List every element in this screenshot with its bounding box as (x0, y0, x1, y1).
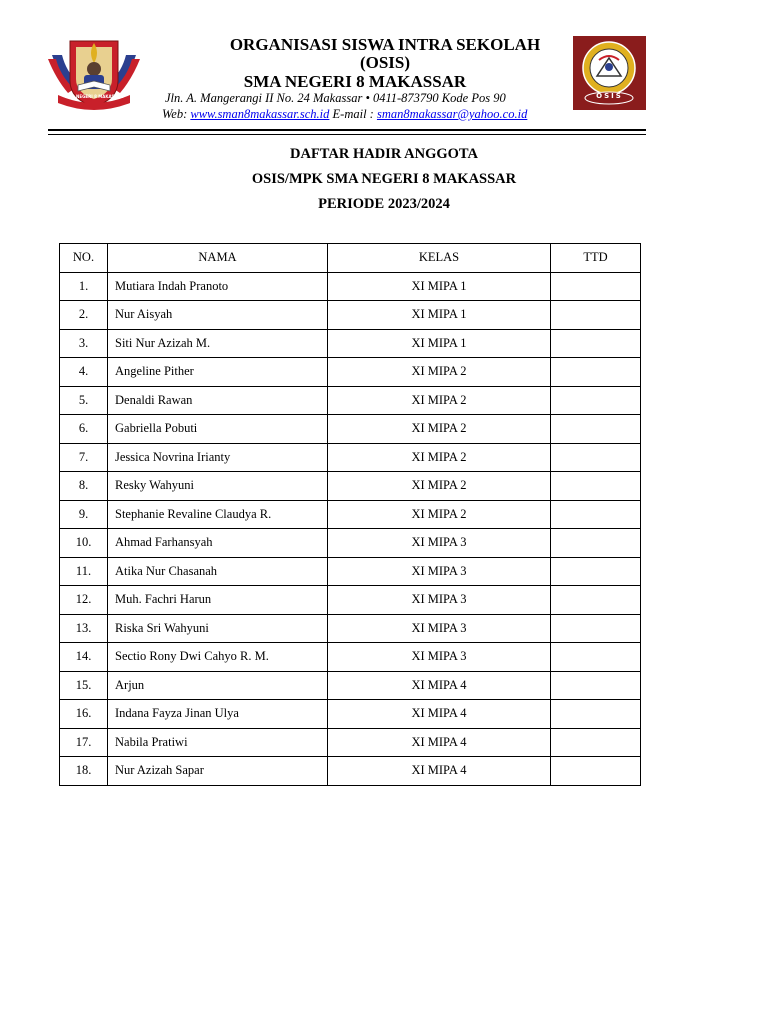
cell-ttd-signature[interactable] (551, 700, 641, 729)
cell-ttd-signature[interactable] (551, 301, 641, 330)
column-header-ttd: TTD (551, 244, 641, 273)
cell-kelas: XI MIPA 2 (328, 472, 551, 501)
cell-kelas: XI MIPA 3 (328, 557, 551, 586)
cell-no: 12. (60, 586, 108, 615)
contact-line (162, 107, 527, 122)
cell-kelas: XI MIPA 2 (328, 500, 551, 529)
table-row (60, 529, 641, 558)
cell-no: 2. (60, 301, 108, 330)
cell-no: 10. (60, 529, 108, 558)
cell-kelas: XI MIPA 3 (328, 586, 551, 615)
cell-kelas: XI MIPA 2 (328, 358, 551, 387)
logo-ribbon-text: SMA NEGERI 8 MAKASSAR (64, 94, 124, 99)
table-row (60, 301, 641, 330)
cell-ttd-signature[interactable] (551, 614, 641, 643)
cell-ttd-signature[interactable] (551, 358, 641, 387)
cell-no: 7. (60, 443, 108, 472)
table-row (60, 358, 641, 387)
table-row (60, 443, 641, 472)
cell-nama: Resky Wahyuni (108, 472, 328, 501)
document-subtitle: OSIS/MPK SMA NEGERI 8 MAKASSAR (251, 171, 517, 187)
website-link[interactable]: www.sman8makassar.sch.id (190, 107, 330, 121)
table-row (60, 757, 641, 786)
cell-nama: Mutiara Indah Pranoto (108, 272, 328, 301)
cell-ttd-signature[interactable] (551, 643, 641, 672)
table-row (60, 500, 641, 529)
column-header-kelas: KELAS (328, 244, 551, 273)
cell-nama: Sectio Rony Dwi Cahyo R. M. (108, 643, 328, 672)
cell-ttd-signature[interactable] (551, 472, 641, 501)
cell-ttd-signature[interactable] (551, 272, 641, 301)
cell-nama: Stephanie Revaline Claudya R. (108, 500, 328, 529)
cell-nama: Angeline Pither (108, 358, 328, 387)
cell-nama: Indana Fayza Jinan Ulya (108, 700, 328, 729)
cell-no: 1. (60, 272, 108, 301)
table-row (60, 272, 641, 301)
cell-kelas: XI MIPA 1 (328, 329, 551, 358)
column-header-nama: NAMA (108, 244, 328, 273)
cell-nama: Gabriella Pobuti (108, 415, 328, 444)
attendance-table (59, 243, 641, 786)
cell-no: 5. (60, 386, 108, 415)
column-header-no: NO. (60, 244, 108, 273)
cell-kelas: XI MIPA 4 (328, 757, 551, 786)
table-row (60, 586, 641, 615)
cell-ttd-signature[interactable] (551, 728, 641, 757)
cell-ttd-signature[interactable] (551, 671, 641, 700)
table-row (60, 671, 641, 700)
email-link[interactable]: sman8makassar@yahoo.co.id (376, 107, 528, 121)
cell-kelas: XI MIPA 3 (328, 614, 551, 643)
cell-kelas: XI MIPA 3 (328, 529, 551, 558)
cell-no: 11. (60, 557, 108, 586)
table-row (60, 614, 641, 643)
cell-ttd-signature[interactable] (551, 329, 641, 358)
table-row (60, 472, 641, 501)
cell-nama: Arjun (108, 671, 328, 700)
cell-no: 13. (60, 614, 108, 643)
org-abbrev-line: (OSIS) (359, 53, 411, 72)
table-row (60, 415, 641, 444)
cell-ttd-signature[interactable] (551, 757, 641, 786)
address-line: Jln. A. Mangerangi II No. 24 Makassar • 0411-873790 Kode Pos 90 (165, 91, 506, 105)
cell-no: 17. (60, 728, 108, 757)
table-row (60, 700, 641, 729)
cell-kelas: XI MIPA 3 (328, 643, 551, 672)
table-row (60, 643, 641, 672)
cell-kelas: XI MIPA 4 (328, 671, 551, 700)
table-body (60, 272, 641, 785)
cell-no: 18. (60, 757, 108, 786)
cell-no: 3. (60, 329, 108, 358)
table-row (60, 728, 641, 757)
cell-kelas: XI MIPA 4 (328, 700, 551, 729)
cell-ttd-signature[interactable] (551, 386, 641, 415)
osis-ribbon-text: OSIS (596, 92, 623, 100)
org-name-line: ORGANISASI SISWA INTRA SEKOLAH (229, 35, 541, 54)
cell-kelas: XI MIPA 2 (328, 386, 551, 415)
cell-no: 9. (60, 500, 108, 529)
cell-ttd-signature[interactable] (551, 557, 641, 586)
table-row (60, 386, 641, 415)
cell-ttd-signature[interactable] (551, 586, 641, 615)
table-row (60, 329, 641, 358)
document-title: DAFTAR HADIR ANGGOTA (290, 146, 478, 162)
cell-nama: Siti Nur Azizah M. (108, 329, 328, 358)
cell-no: 8. (60, 472, 108, 501)
cell-nama: Atika Nur Chasanah (108, 557, 328, 586)
cell-no: 14. (60, 643, 108, 672)
cell-nama: Nur Azizah Sapar (108, 757, 328, 786)
cell-kelas: XI MIPA 2 (328, 415, 551, 444)
letterhead-divider-thick (48, 129, 646, 131)
cell-ttd-signature[interactable] (551, 500, 641, 529)
school-name-line: SMA NEGERI 8 MAKASSAR (243, 72, 467, 91)
cell-no: 16. (60, 700, 108, 729)
cell-nama: Jessica Novrina Irianty (108, 443, 328, 472)
cell-kelas: XI MIPA 1 (328, 272, 551, 301)
cell-ttd-signature[interactable] (551, 443, 641, 472)
document-period: PERIODE 2023/2024 (318, 196, 450, 212)
cell-nama: Riska Sri Wahyuni (108, 614, 328, 643)
cell-kelas: XI MIPA 4 (328, 728, 551, 757)
letterhead-divider-thin (48, 134, 646, 135)
cell-no: 15. (60, 671, 108, 700)
cell-ttd-signature[interactable] (551, 415, 641, 444)
cell-nama: Denaldi Rawan (108, 386, 328, 415)
cell-no: 4. (60, 358, 108, 387)
table-header-row (60, 244, 641, 273)
cell-nama: Ahmad Farhansyah (108, 529, 328, 558)
cell-nama: Nabila Pratiwi (108, 728, 328, 757)
email-label: E-mail : (329, 107, 377, 121)
table-row (60, 557, 641, 586)
cell-kelas: XI MIPA 2 (328, 443, 551, 472)
cell-kelas: XI MIPA 1 (328, 301, 551, 330)
cell-no: 6. (60, 415, 108, 444)
web-label: Web: (162, 107, 191, 121)
cell-ttd-signature[interactable] (551, 529, 641, 558)
cell-nama: Nur Aisyah (108, 301, 328, 330)
cell-nama: Muh. Fachri Harun (108, 586, 328, 615)
